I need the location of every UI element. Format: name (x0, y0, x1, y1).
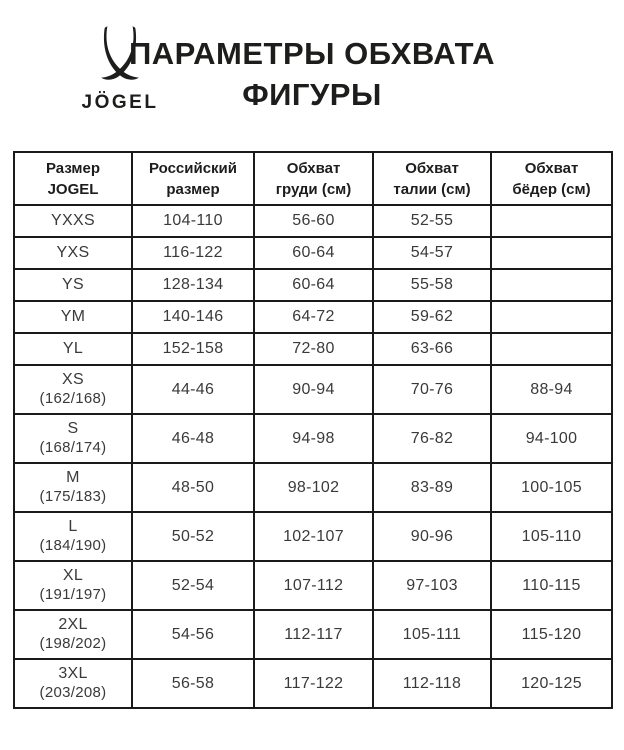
size-height-range: (168/174) (39, 439, 107, 457)
chest-cell: 56-60 (254, 205, 373, 237)
russian-size-cell: 54-56 (132, 610, 254, 659)
table-row (14, 610, 612, 659)
col-header-text: талии (см) (393, 180, 471, 198)
col-header-text: груди (см) (275, 180, 352, 198)
russian-size-cell: 128-134 (132, 269, 254, 301)
table-row (14, 237, 612, 269)
russian-size-cell: 152-158 (132, 333, 254, 365)
chest-cell: 64-72 (254, 301, 373, 333)
chest-cell: 94-98 (254, 414, 373, 463)
table-row (14, 463, 612, 512)
col-header-text: JOGEL (47, 180, 99, 198)
size-cell (14, 301, 132, 333)
col-header-hips (491, 152, 612, 205)
size-cell (14, 365, 132, 414)
size-label: XS (62, 371, 84, 389)
size-label: YL (62, 340, 84, 357)
hips-cell: 120-125 (491, 659, 612, 708)
waist-cell: 59-62 (373, 301, 491, 333)
size-label: L (68, 518, 78, 536)
col-header-text: бёдер (см) (512, 180, 591, 198)
table-row (14, 414, 612, 463)
col-header-text: Размер (45, 159, 101, 177)
size-label: 3XL (58, 665, 88, 683)
russian-size-cell: 46-48 (132, 414, 254, 463)
size-label: YXXS (51, 212, 95, 229)
chest-cell: 90-94 (254, 365, 373, 414)
russian-size-cell: 48-50 (132, 463, 254, 512)
jogel-logo-wordmark: JÖGEL (81, 92, 159, 113)
table-row (14, 659, 612, 708)
waist-cell: 54-57 (373, 237, 491, 269)
waist-cell: 97-103 (373, 561, 491, 610)
hips-cell (491, 205, 612, 237)
col-header-text: Обхват (286, 159, 341, 177)
russian-size-cell: 50-52 (132, 512, 254, 561)
col-header-waist (373, 152, 491, 205)
col-header-text: размер (166, 180, 220, 198)
size-label: XL (62, 567, 84, 585)
russian-size-cell: 104-110 (132, 205, 254, 237)
size-cell (14, 333, 132, 365)
russian-size-cell: 140-146 (132, 301, 254, 333)
waist-cell: 55-58 (373, 269, 491, 301)
chest-cell: 102-107 (254, 512, 373, 561)
col-header-text: Обхват (524, 159, 579, 177)
waist-cell: 76-82 (373, 414, 491, 463)
table-header-row (14, 152, 612, 205)
page-title (0, 33, 624, 115)
russian-size-cell: 52-54 (132, 561, 254, 610)
size-table-body (14, 205, 612, 708)
size-label: M (66, 469, 80, 487)
size-label: YS (62, 276, 84, 293)
size-height-range: (162/168) (39, 390, 107, 408)
waist-cell: 112-118 (373, 659, 491, 708)
chest-cell: 98-102 (254, 463, 373, 512)
size-cell (14, 237, 132, 269)
chest-cell: 107-112 (254, 561, 373, 610)
table-row (14, 365, 612, 414)
hips-cell (491, 269, 612, 301)
chest-cell: 117-122 (254, 659, 373, 708)
size-cell (14, 610, 132, 659)
waist-cell: 52-55 (373, 205, 491, 237)
col-header-russian-size (132, 152, 254, 205)
table-row (14, 333, 612, 365)
table-row (14, 301, 612, 333)
chest-cell: 112-117 (254, 610, 373, 659)
size-cell (14, 463, 132, 512)
col-header-chest (254, 152, 373, 205)
chest-cell: 72-80 (254, 333, 373, 365)
size-label: YXS (56, 244, 90, 261)
col-header-size-jogel (14, 152, 132, 205)
russian-size-cell: 56-58 (132, 659, 254, 708)
russian-size-cell: 116-122 (132, 237, 254, 269)
waist-cell: 90-96 (373, 512, 491, 561)
hips-cell: 88-94 (491, 365, 612, 414)
hips-cell (491, 333, 612, 365)
col-header-text: Российский (148, 159, 237, 177)
table-row (14, 512, 612, 561)
waist-cell: 70-76 (373, 365, 491, 414)
hips-cell (491, 301, 612, 333)
chest-cell: 60-64 (254, 237, 373, 269)
size-cell (14, 561, 132, 610)
size-cell (14, 269, 132, 301)
page-title-line1: ПАРАМЕТРЫ ОБХВАТА (129, 36, 495, 71)
size-height-range: (203/208) (39, 684, 107, 702)
size-cell (14, 512, 132, 561)
chest-cell: 60-64 (254, 269, 373, 301)
size-label: S (67, 420, 79, 438)
waist-cell: 83-89 (373, 463, 491, 512)
size-cell (14, 659, 132, 708)
hips-cell: 115-120 (491, 610, 612, 659)
table-row (14, 561, 612, 610)
table-row (14, 269, 612, 301)
hips-cell: 105-110 (491, 512, 612, 561)
size-label: YM (60, 308, 86, 325)
hips-cell: 100-105 (491, 463, 612, 512)
size-height-range: (184/190) (39, 537, 107, 555)
size-height-range: (198/202) (39, 635, 107, 653)
size-height-range: (191/197) (39, 586, 107, 604)
waist-cell: 105-111 (373, 610, 491, 659)
waist-cell: 63-66 (373, 333, 491, 365)
size-cell (14, 414, 132, 463)
hips-cell: 110-115 (491, 561, 612, 610)
col-header-text: Обхват (405, 159, 459, 177)
russian-size-cell: 44-46 (132, 365, 254, 414)
size-height-range: (175/183) (39, 488, 107, 506)
table-row (14, 205, 612, 237)
hips-cell: 94-100 (491, 414, 612, 463)
hips-cell (491, 237, 612, 269)
size-label: 2XL (58, 616, 88, 634)
size-cell (14, 205, 132, 237)
page-title-line2: ФИГУРЫ (242, 77, 382, 112)
size-table (13, 151, 613, 709)
